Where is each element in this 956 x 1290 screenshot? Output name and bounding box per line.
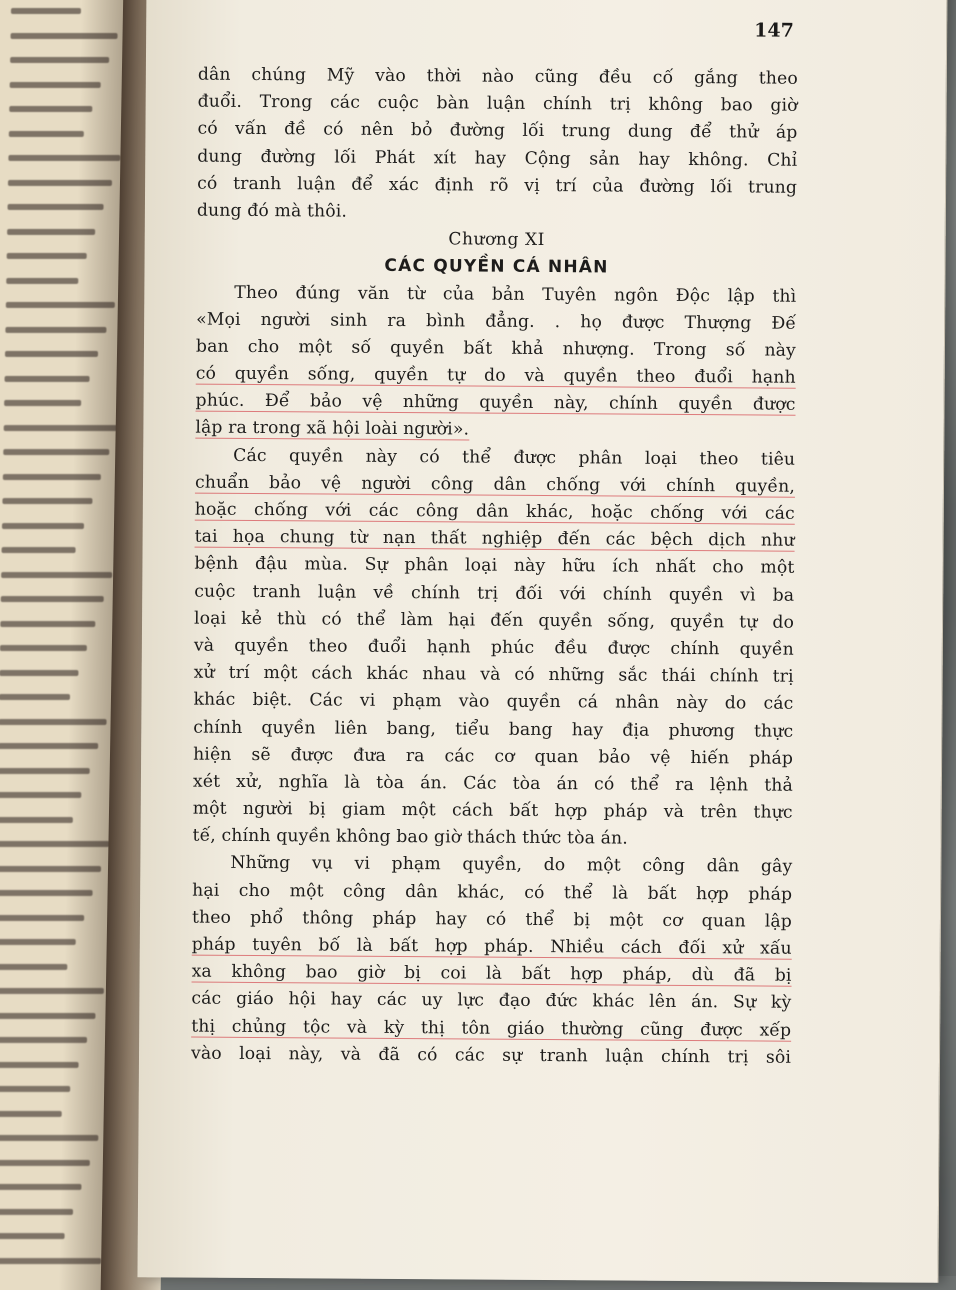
blurred-text-line	[0, 1233, 65, 1239]
blurred-text-line	[0, 866, 101, 872]
text-line: tế, chính quyền không bao giờ thách thức tòa án.	[192, 825, 628, 849]
text-line: cuộc tranh luận về chính trị đối với chính quyền vì ba	[194, 581, 795, 606]
blurred-text-line	[4, 425, 118, 431]
book-page-right	[137, 0, 947, 1283]
blurred-text-line	[0, 645, 87, 651]
text-line: Các quyền này có thể được phân loại theo tiêu	[233, 445, 796, 470]
blurred-text-line	[10, 57, 109, 63]
blurred-text-line	[0, 768, 90, 774]
text-line: dân chúng Mỹ vào thời nào cũng đều cố gắng theo	[197, 64, 798, 89]
text-line: khác biệt. Các vi phạm vào quyền cá nhân này do các	[193, 689, 794, 715]
text-line: một người bị giam một cách bất hợp pháp và trên thực	[192, 798, 793, 823]
blurred-text-line	[4, 400, 81, 406]
text-line: hoặc chống với các công dân khác, hoặc chống với các	[194, 499, 795, 524]
blurred-text-line	[0, 1209, 73, 1215]
text-line: xa không bao giờ bị coi là bất hợp pháp, dù đã bị	[191, 961, 792, 986]
blurred-text-line	[0, 841, 109, 847]
text-line: lập ra trong xã hội loài người».	[195, 418, 470, 440]
text-line: bệnh đậu mùa. Sự phân loại này hữu ích nhất cho một	[194, 553, 795, 579]
chapter-title: CÁC QUYỀN CÁ NHÂN	[384, 256, 609, 278]
blurred-text-line	[2, 547, 76, 553]
text-line: ban cho một số quyền bất khả nhượng. Trong số này	[195, 336, 797, 361]
text-line: dung đó mà thôi.	[196, 200, 348, 222]
blurred-text-line	[7, 253, 87, 259]
blurred-text-line	[5, 351, 98, 357]
blurred-text-line	[0, 915, 84, 921]
blurred-text-line	[0, 1086, 70, 1092]
blurred-text-line	[0, 719, 107, 725]
text-line: chính quyền liên bang, tiểu bang hay địa phương thực	[193, 717, 794, 742]
blurred-text-line	[0, 1258, 101, 1264]
text-line: «Mọi người sinh ra bình đẳng. . họ được Thượng Đế	[196, 309, 797, 334]
blurred-text-line	[0, 1037, 87, 1043]
blurred-text-line	[0, 1062, 79, 1068]
blurred-text-line	[3, 449, 109, 455]
blurred-text-line	[5, 327, 106, 333]
blurred-text-line	[8, 155, 120, 161]
blurred-text-line	[0, 890, 93, 896]
text-line: xét xử, nghĩa là tòa án. Các tòa án có thể ra lệnh thả	[192, 771, 793, 796]
text-line: thị chủng tộc và kỳ thị tôn giáo thường cũng được xếp	[191, 1016, 792, 1041]
blurred-text-line	[6, 302, 115, 308]
blurred-text-line	[0, 670, 78, 676]
blurred-text-line	[0, 1111, 62, 1117]
blurred-text-line	[8, 204, 104, 210]
blurred-text-line	[5, 376, 90, 382]
text-line: chuẩn bảo vệ người công dân chống với chính quyền,	[194, 472, 796, 497]
text-line: có vấn đề có nên bỏ đường lối trung dung để thử áp	[197, 118, 798, 144]
text-line: có quyền sống, quyền tự do và quyền theo đuổi hạnh	[195, 363, 796, 388]
text-line: dung đường lối Phát xít hay Cộng sản hay không. Chỉ	[197, 146, 798, 171]
text-line: theo phổ thông pháp hay có thể bị một cơ quan lập	[191, 907, 793, 932]
blurred-text-line	[0, 621, 95, 627]
text-line: đuổi. Trong các cuộc bàn luận chính trị không bao giờ	[197, 91, 798, 116]
text-line: các giáo hội hay các uy lực đạo đức khác lên án. Sự kỳ	[191, 988, 792, 1014]
blurred-text-line	[10, 82, 101, 88]
blurred-text-line	[7, 229, 95, 235]
page-text	[191, 62, 798, 1072]
blurred-text-line	[0, 939, 76, 945]
blurred-text-line	[9, 131, 84, 137]
blurred-text-line	[10, 33, 117, 39]
page-number: 147	[754, 19, 794, 42]
blurred-text-line	[0, 964, 67, 970]
blurred-text-line	[0, 743, 98, 749]
blurred-text-line	[0, 1135, 98, 1141]
text-line: Những vụ vi phạm quyền, do một công dân gây	[230, 853, 793, 878]
chapter-body	[191, 279, 796, 1072]
blurred-text-line	[2, 498, 92, 504]
text-line: loại kẻ thù có thể làm hại đến quyền sống, quyền tự do	[194, 608, 795, 633]
text-line: phúc. Để bảo vệ những quyền này, chính quyền được	[195, 390, 796, 416]
blurred-text-line	[2, 523, 84, 529]
blurred-text-line	[6, 278, 78, 284]
text-line: hiện sẽ được đưa ra các cơ quan bảo vệ hiến pháp	[193, 744, 794, 769]
text-line: có tranh luận để xác định rõ vị trí của đường lối trung	[197, 173, 798, 198]
blurred-text-line	[0, 792, 81, 798]
blurred-text-line	[0, 1013, 95, 1019]
blurred-text-line	[3, 474, 101, 480]
blurred-text-line	[1, 572, 112, 578]
text-line: tai họa chung từ nạn thất nghiệp đến các bệch dịch như	[194, 526, 795, 551]
text-line: hại cho một công dân khác, có thể là bất hợp pháp	[192, 880, 793, 905]
text-line: pháp tuyên bố là bất hợp pháp. Nhiều cách đối xử xấu	[191, 934, 792, 959]
blurred-text-line	[0, 1160, 90, 1166]
intro-paragraph	[197, 62, 798, 229]
blurred-text-line	[0, 817, 73, 823]
blurred-text-line	[0, 694, 70, 700]
blurred-text-line	[8, 180, 112, 186]
text-line: và quyền theo đuổi hạnh phúc đều được chính quyền	[193, 635, 794, 660]
blurred-text-line	[0, 1184, 82, 1190]
text-line: xử trí một cách khác nhau và có những sắc thái chính trị	[193, 662, 794, 687]
blurred-text-line	[9, 106, 92, 112]
blurred-text-line	[1, 596, 104, 602]
blurred-text-line	[0, 988, 104, 994]
blurred-text-line	[11, 8, 81, 14]
text-line: vào loại này, và đã có các sự tranh luận chính trị sôi	[190, 1043, 792, 1068]
chapter-label: Chương XI	[448, 229, 546, 251]
text-line: Theo đúng văn từ của bản Tuyên ngôn Độc lập thì	[234, 282, 797, 307]
